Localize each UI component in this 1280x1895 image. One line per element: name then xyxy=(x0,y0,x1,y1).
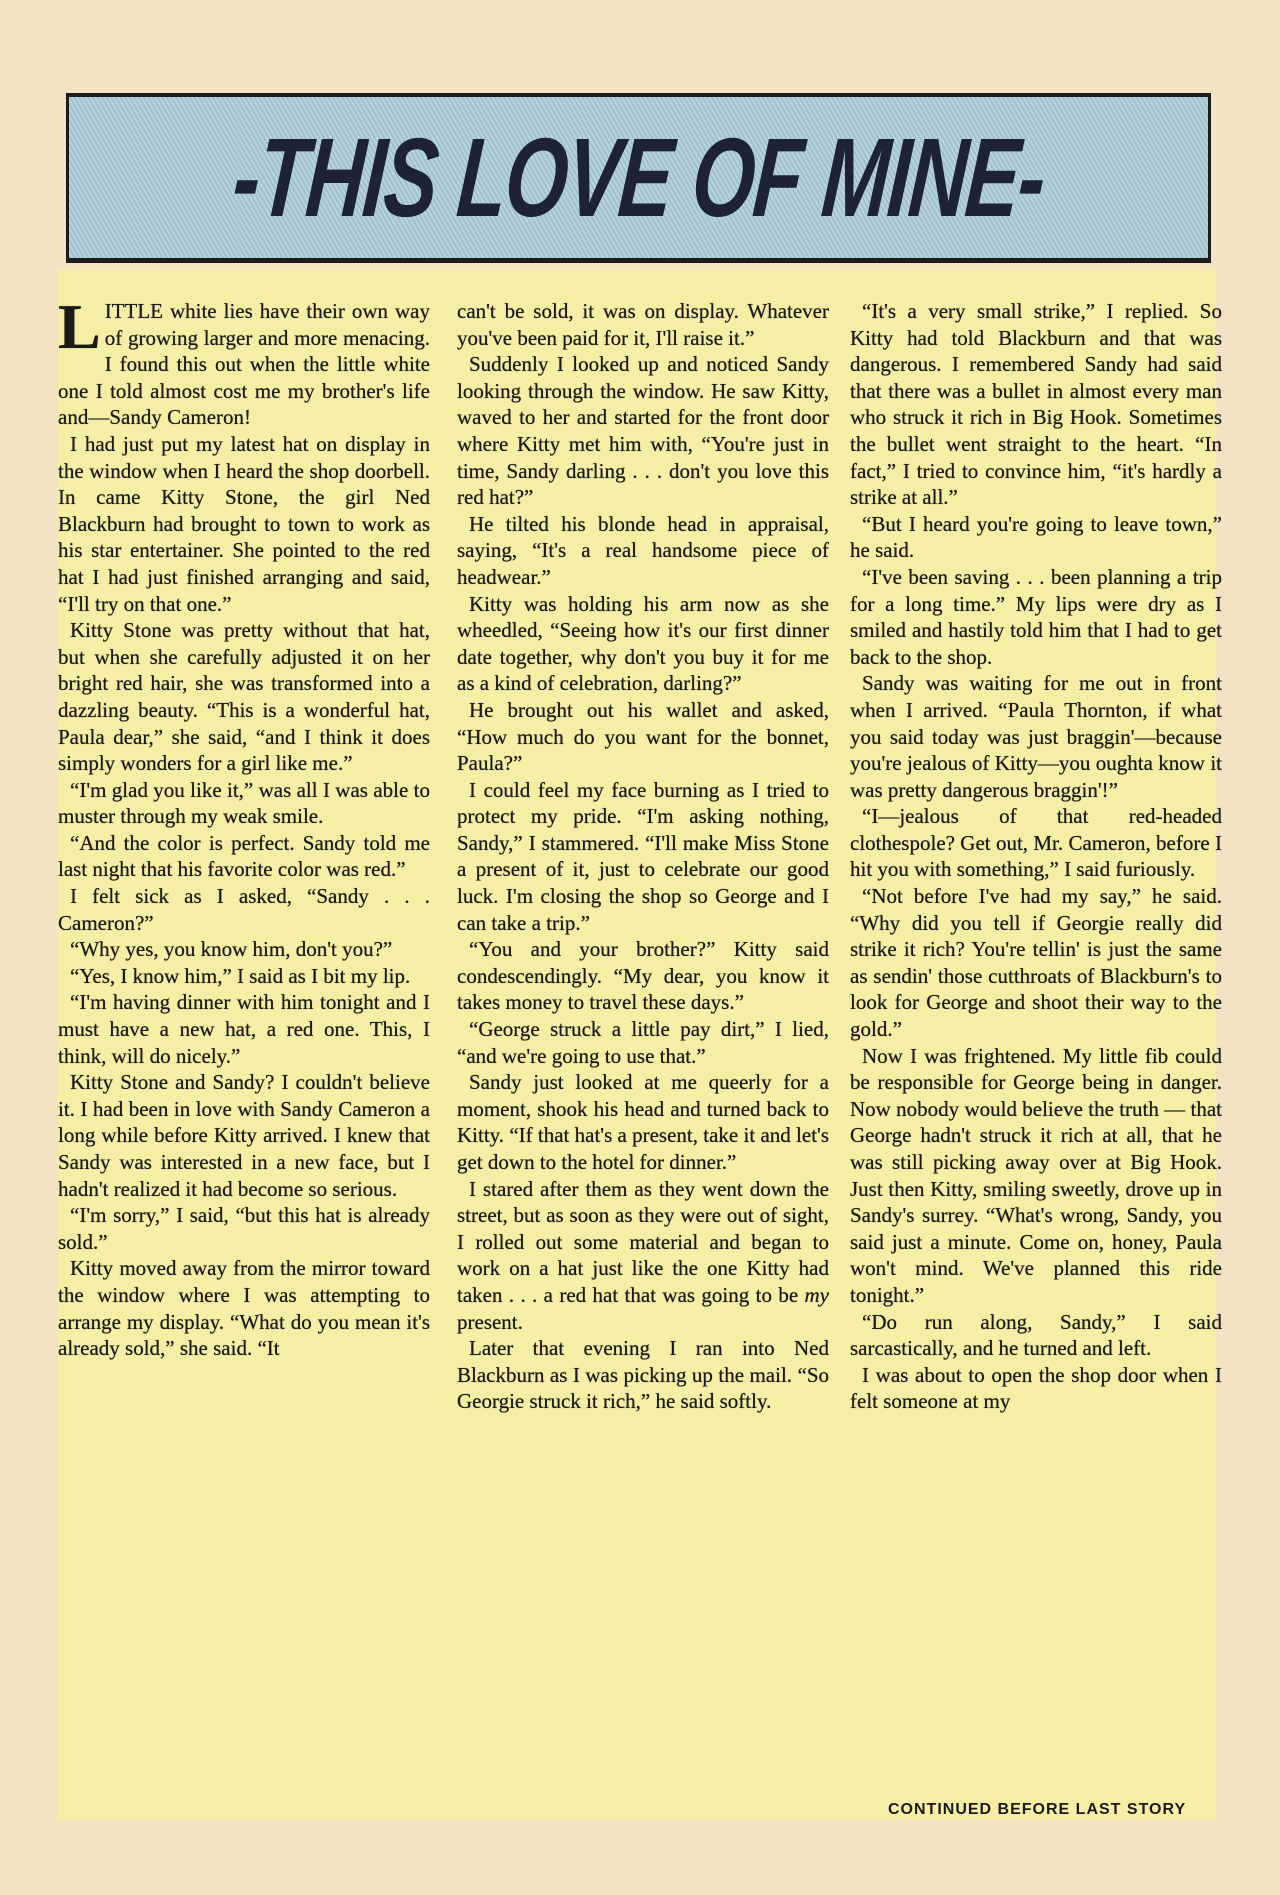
paragraph: Kitty Stone and Sandy? I couldn't believe it. I had been in love with Sandy Cameron a long while before Kitty arrived. I knew that Sandy was interested in a new face, but I hadn't realized it had become so serious. xyxy=(58,1070,430,1201)
paragraph: “But I heard you're going to leave town,” he said. xyxy=(850,511,1222,563)
emphasis-text: my xyxy=(804,1282,829,1307)
paragraph: “I've been saving . . . been planning a trip for a long time.” My lips were dry as I smiled and hastily told him that I had to get back to the shop. xyxy=(850,564,1222,669)
paragraph: He brought out his wallet and asked, “How much do you want for the bonnet, Paula?” xyxy=(457,697,829,776)
paragraph: “I'm glad you like it,” was all I was able to muster through my weak smile. xyxy=(58,777,430,829)
paragraph: Now I was frightened. My little fib could be responsible for George being in danger. Now nobody would believe the truth — that George hadn't struck it rich at all, that he was still picking away over at Big Hook. Just then Kitty, smiling sweetly, drove up in Sandy's surrey. “What's wrong, Sandy, you said just a minute. Come on, honey, Paula won't mind. We've planned this ride tonight.” xyxy=(850,1043,1222,1307)
paragraph: “I'm sorry,” I said, “but this hat is already sold.” xyxy=(58,1203,430,1254)
text-column-3 xyxy=(850,298,1222,1415)
paragraph: “It's a very small strike,” I replied. So Kitty had told Blackburn and that was dangerous. I remembered Sandy had said that there was a bullet in almost every man who struck it rich in Big Hook. Sometimes the bullet went straight to the heart. “In fact,” I tried to convince him, “it's hardly a strike at all.” xyxy=(850,299,1222,510)
paragraph-text: present. xyxy=(457,1309,523,1334)
paragraph: I could feel my face burning as I tried to protect my pride. “I'm asking nothing, Sandy,” I stammered. “I'll make Miss Stone a present of it, just to celebrate our good luck. I'm closing the shop so George and I can take a trip.” xyxy=(457,777,829,935)
paragraph: I felt sick as I asked, “Sandy . . . Cameron?” xyxy=(58,884,430,935)
paragraph: “Do run along, Sandy,” I said sarcastically, and he turned and left. xyxy=(850,1309,1222,1361)
paragraph: “And the color is perfect. Sandy told me last night that his favorite color was red.” xyxy=(58,830,430,882)
title-banner xyxy=(66,93,1211,263)
paragraph-text: ITTLE white lies have their own way of growing larger and more menacing. I found this out when the little white one I told almost cost me my brother's life and—Sandy Cameron! xyxy=(58,299,430,430)
paragraph: “Why yes, you know him, don't you?” xyxy=(70,937,393,962)
paragraph: “Not before I've had my say,” he said. “Why did you tell if Georgie really did strike it rich? You're tellin' is just the same as sendin' those cutthroats of Blackburn's to look for George and shoot their way to the gold.” xyxy=(850,884,1222,1042)
story-text-panel xyxy=(58,270,1222,1820)
paragraph: can't be sold, it was on display. Whatever you've been paid for it, I'll raise it.” xyxy=(457,299,829,350)
paragraph: Sandy was waiting for me out in front when I arrived. “Paula Thornton, if what you said today was just braggin'—because you're jealous of Kitty—you oughta know it was pretty dangerous braggin'!” xyxy=(850,671,1222,802)
story-title: -THIS LOVE OF MINE- xyxy=(228,115,1049,240)
paragraph: “I'm having dinner with him tonight and I must have a new hat, a red one. This, I think, will do nicely.” xyxy=(58,990,430,1068)
paragraph-text: I stared after them as they went down the street, but as soon as they were out of sight, I rolled out some material and began to work on a hat just like the one Kitty had taken . . . a red hat that was going to be xyxy=(457,1176,829,1307)
paragraph: He tilted his blonde head in appraisal, saying, “It's a real handsome piece of headwear.” xyxy=(457,511,829,589)
paragraph: Kitty Stone was pretty without that hat, but when she carefully adjusted it on her bright red hair, she was transformed into a dazzling beauty. “This is a wonderful hat, Paula dear,” she said, “and I think it does simply wonders for a girl like me.” xyxy=(58,618,430,776)
paragraph: Kitty was holding his arm now as she wheedled, “Seeing how it's our first dinner date together, why don't you buy it for me as a kind of celebration, darling?” xyxy=(457,591,829,696)
continued-note: CONTINUED BEFORE LAST STORY xyxy=(888,1801,1187,1818)
paragraph: Later that evening I ran into Ned Blackburn as I was picking up the mail. “So Georgie struck it rich,” he said softly. xyxy=(457,1336,829,1414)
text-column-2 xyxy=(457,298,829,1415)
paragraph: I had just put my latest hat on display in the window when I heard the shop doorbell. In came Kitty Stone, the girl Ned Blackburn had brought to town to work as his star entertainer. She pointed to the red hat I had just finished arranging and said, “I'll try on that one.” xyxy=(58,431,430,616)
drop-cap: L xyxy=(58,291,101,362)
paragraph: “You and your brother?” Kitty said condescendingly. “My dear, you know it takes money to travel these days.” xyxy=(457,937,829,1015)
paragraph: Kitty moved away from the mirror toward the window where I was attempting to arrange my display. “What do you mean it's already sold,” she said. “It xyxy=(58,1256,430,1361)
text-column-1 xyxy=(58,291,430,1362)
paragraph: “George struck a little pay dirt,” I lied, “and we're going to use that.” xyxy=(457,1017,829,1068)
paragraph: Suddenly I looked up and noticed Sandy looking through the window. He saw Kitty, waved to her and started for the front door where Kitty met him with, “You're just in time, Sandy darling . . . don't you love this red hat?” xyxy=(457,352,829,510)
paragraph xyxy=(58,291,430,431)
paragraph xyxy=(457,1176,829,1336)
paragraph: Sandy just looked at me queerly for a moment, shook his head and turned back to Kitty. “If that hat's a present, take it and let's get down to the hotel for dinner.” xyxy=(457,1070,829,1174)
paragraph: “Yes, I know him,” I said as I bit my lip. xyxy=(70,963,411,988)
paragraph: “I—jealous of that red-headed clothespole? Get out, Mr. Cameron, before I hit you with something,” I said furiously. xyxy=(850,804,1222,882)
paragraph: I was about to open the shop door when I felt someone at my xyxy=(850,1362,1222,1414)
